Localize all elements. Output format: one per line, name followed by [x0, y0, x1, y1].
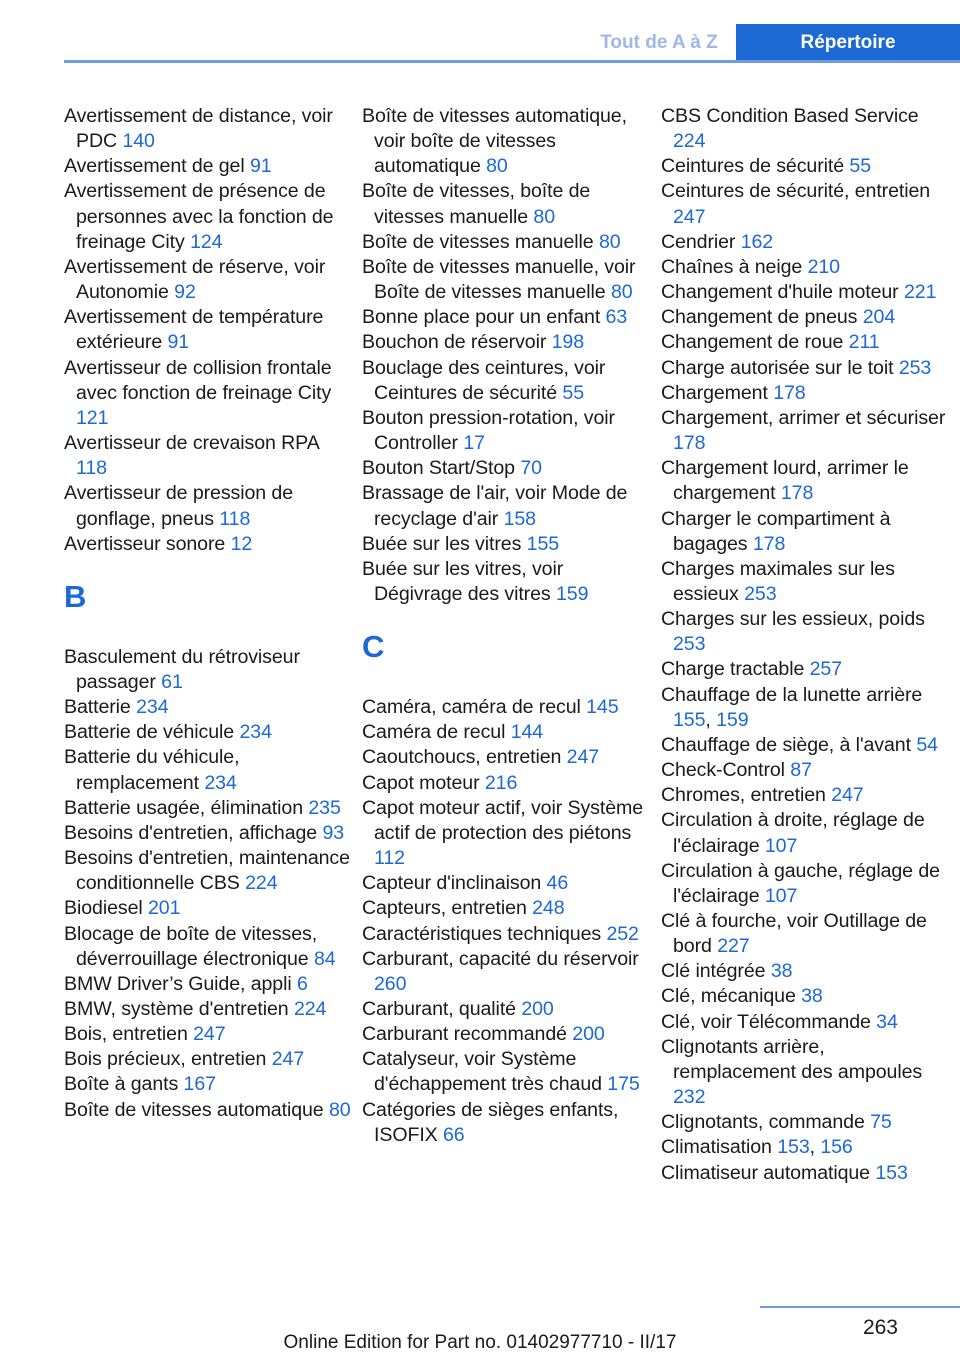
- page-reference-link[interactable]: 201: [147, 897, 181, 920]
- index-entry-term: Basculement du rétroviseur passager: [64, 645, 300, 693]
- page-reference-link[interactable]: 224: [293, 998, 327, 1020]
- page-reference-link[interactable]: 80: [610, 281, 633, 304]
- index-entry: [64, 1098, 354, 1123]
- page-reference-link[interactable]: 118: [76, 457, 107, 480]
- index-entry-term: Charge autorisée sur le toit: [661, 356, 894, 379]
- index-entry: [64, 255, 354, 305]
- index-entry-term: Charges sur les essieux, poids: [661, 608, 925, 631]
- page-reference-link[interactable]: 224: [673, 130, 706, 153]
- index-entry-term: Ceintures de sécurité, entretien: [661, 180, 931, 203]
- index-entry: [661, 1035, 951, 1110]
- page-reference-link[interactable]: 253: [744, 582, 777, 605]
- index-entry-term: Catégories de sièges enfants, ISOFIX: [362, 1098, 619, 1146]
- index-entry: [362, 796, 652, 871]
- index-entry: [64, 645, 354, 695]
- index-entry: [362, 1022, 652, 1047]
- index-entry-term: Buée sur les vitres, voir Dégivrage des vitres: [362, 557, 564, 605]
- index-entry: [362, 179, 652, 229]
- page-reference-link[interactable]: 12: [230, 532, 253, 555]
- index-entry-term: Bois, entretien: [64, 1023, 188, 1046]
- index-entry: [362, 104, 652, 179]
- page-reference-link[interactable]: 178: [752, 532, 786, 555]
- index-entry-term: Check-Control: [661, 759, 785, 782]
- page-reference-link[interactable]: 121: [76, 406, 109, 429]
- index-entry-term: Avertisseur de pression de gonflage, pneus: [64, 482, 294, 530]
- index-entry-term: Charges maximales sur les essieux: [661, 557, 895, 605]
- index-entry: [661, 859, 951, 909]
- index-entry: [661, 406, 951, 456]
- index-entry-term: Bois précieux, entretien: [64, 1048, 267, 1071]
- page-reference-link[interactable]: 70: [520, 457, 542, 480]
- index-entry-term: Batterie de véhicule: [64, 721, 235, 744]
- page-reference-link[interactable]: 91: [249, 155, 272, 178]
- index-entry-term: Carburant, qualité: [362, 998, 516, 1020]
- header-divider: [64, 60, 960, 63]
- index-entry-term: Climatisation: [661, 1136, 772, 1159]
- page-reference-link[interactable]: 54: [916, 733, 938, 756]
- page-reference-link[interactable]: 234: [136, 696, 169, 719]
- index-entry: [661, 1161, 951, 1186]
- page-reference-link[interactable]: 61: [161, 670, 183, 693]
- page-reference-link[interactable]: 216: [484, 771, 518, 794]
- index-entry: [64, 154, 354, 179]
- index-entry: [362, 356, 652, 406]
- index-entry-term: Chromes, entretien: [661, 784, 826, 807]
- page-reference-link[interactable]: 260: [374, 972, 407, 995]
- page-reference-link[interactable]: 175: [607, 1073, 640, 1096]
- index-entry-term: Clignotants arrière, remplacement des ampoules: [661, 1035, 923, 1083]
- index-entry-term: Carburant, capacité du réservoir: [362, 947, 639, 970]
- index-entry: [661, 959, 951, 984]
- page-reference-link[interactable]: 153: [875, 1161, 908, 1184]
- index-entry: [64, 305, 354, 355]
- page-reference-link[interactable]: 66: [443, 1123, 465, 1146]
- index-entry: [362, 481, 652, 531]
- page-reference-link[interactable]: 247: [566, 746, 600, 769]
- section-letter-c: C: [362, 629, 385, 665]
- index-entry: [64, 745, 354, 795]
- section-letter-b: B: [64, 578, 87, 614]
- index-entry-term: Charger le compartiment à bagages: [661, 507, 891, 555]
- index-entry: [64, 972, 354, 997]
- page-reference-link[interactable]: 159: [555, 582, 589, 605]
- index-entry-term: Batterie usagée, élimination: [64, 796, 304, 819]
- index-entry-term: Circulation à droite, réglage de l'éclairage: [661, 809, 925, 857]
- page-reference-link[interactable]: 253: [673, 633, 706, 656]
- page-reference-link[interactable]: 80: [486, 155, 508, 178]
- index-entry-term: Boîte de vitesses automatique: [64, 1098, 324, 1121]
- page-reference-link[interactable]: 159: [716, 708, 749, 731]
- index-entry-term: Avertissement de réserve, voir Autonomie: [64, 255, 326, 304]
- index-entry: [661, 179, 951, 229]
- page-reference-link[interactable]: 46: [546, 872, 569, 895]
- index-entry-term: Caméra, caméra de recul: [362, 696, 581, 719]
- page-reference-link[interactable]: 248: [532, 897, 565, 920]
- index-entry-term: Caméra de recul: [362, 721, 506, 744]
- index-entry-term: Chargement, arrimer et sécuriser: [661, 406, 946, 429]
- index-entry: [661, 984, 951, 1009]
- index-entry-term: Besoins d'entretien, affichage: [64, 821, 318, 844]
- page-reference-link[interactable]: 144: [510, 721, 544, 744]
- index-entry: [661, 1110, 951, 1135]
- index-entry-term: BMW Driver’s Guide, appli: [64, 972, 292, 995]
- index-entry: [362, 871, 652, 896]
- index-entry: [362, 330, 652, 355]
- index-entry: [661, 607, 951, 657]
- page-reference-link[interactable]: 162: [740, 230, 774, 253]
- index-entry: [64, 922, 354, 972]
- page-reference-link[interactable]: 247: [271, 1048, 305, 1071]
- page-reference-link[interactable]: 221: [903, 281, 937, 304]
- page-reference-link[interactable]: 38: [801, 985, 823, 1008]
- index-entry-term: Catalyseur, voir Système d'échappement très chaud: [362, 1048, 602, 1096]
- index-entry-term: Biodiesel: [64, 897, 143, 920]
- page-reference-link[interactable]: 204: [862, 306, 896, 329]
- index-entry: [362, 305, 652, 330]
- page-reference-link[interactable]: 87: [790, 759, 812, 782]
- index-entry: [661, 557, 951, 607]
- page-reference-link[interactable]: 153: [777, 1136, 810, 1159]
- index-entry-term: Cendrier: [661, 230, 736, 253]
- index-entry-term: Blocage de boîte de vitesses, déverrouillage électronique: [64, 922, 318, 970]
- page-reference-link[interactable]: 200: [521, 998, 554, 1020]
- index-entry-term: Boîte de vitesses manuelle, voir Boîte de vitesses manuelle: [362, 255, 636, 304]
- index-entry: [362, 532, 652, 557]
- index-entry: [661, 1010, 951, 1035]
- page-reference-link[interactable]: 155: [673, 708, 706, 731]
- index-entry-term: Bouclage des ceintures, voir Ceintures de sécurité: [362, 356, 606, 404]
- index-entry-term: Clé à fourche, voir Outillage de bord: [661, 910, 927, 958]
- page-number: 263: [862, 1316, 898, 1339]
- index-entry-term: Avertisseur de crevaison RPA: [64, 432, 319, 455]
- index-column-1: [64, 104, 354, 1123]
- page-header: [0, 0, 960, 62]
- index-entry: [661, 808, 951, 858]
- index-entry: [362, 255, 652, 305]
- index-entry: [661, 305, 951, 330]
- index-entry: [661, 255, 951, 280]
- page-reference-link[interactable]: 234: [204, 771, 237, 794]
- index-entry-term: Capteurs, entretien: [362, 897, 527, 920]
- index-entry: [64, 431, 354, 481]
- index-entry: [64, 695, 354, 720]
- page-reference-link[interactable]: 155: [526, 532, 560, 555]
- index-entry: [362, 695, 652, 720]
- index-entry-term: Bonne place pour un enfant: [362, 306, 601, 329]
- page-reference-link[interactable]: 92: [174, 281, 196, 304]
- index-entry-term: Batterie du véhicule, remplacement: [64, 746, 240, 794]
- index-entry-term: Capteur d'inclinaison: [362, 872, 542, 895]
- page-reference-link[interactable]: 6: [296, 972, 308, 995]
- index-entry-term: Clé, mécanique: [661, 985, 796, 1008]
- page-reference-link[interactable]: 55: [562, 381, 585, 404]
- index-entry: [64, 846, 354, 896]
- index-entry-term: Boîte à gants: [64, 1073, 179, 1096]
- page-reference-link[interactable]: 107: [764, 834, 798, 857]
- index-entry-term: Boîte de vitesses manuelle: [362, 230, 594, 253]
- index-entry-term: Chauffage de siège, à l'avant: [661, 733, 911, 756]
- index-entry: [64, 821, 354, 846]
- index-entry: [362, 406, 652, 456]
- page-reference-link[interactable]: 252: [606, 922, 639, 945]
- index-entry: [661, 230, 951, 255]
- page-reference-link[interactable]: 112: [374, 847, 405, 870]
- index-entry-term: Changement de roue: [661, 331, 844, 354]
- index-entry: [661, 154, 951, 179]
- index-entry: [362, 947, 652, 997]
- index-entry: [64, 796, 354, 821]
- index-entry: [362, 1047, 652, 1097]
- index-column-3: [661, 104, 951, 1186]
- index-entry: [661, 356, 951, 381]
- page-reference-link[interactable]: 75: [870, 1111, 892, 1134]
- index-entry: Chauffage de la lunette arrière 155, 159: [661, 683, 923, 731]
- index-entry: [362, 896, 652, 921]
- index-entry: [661, 657, 951, 682]
- page-reference-link[interactable]: 210: [807, 255, 840, 278]
- index-entry: [362, 771, 652, 796]
- index-entry: [64, 356, 354, 431]
- index-entry-term: Bouton Start/Stop: [362, 457, 515, 480]
- index-entry-term: Climatiseur automatique: [661, 1161, 870, 1184]
- index-entry-term: Caoutchoucs, entretien: [362, 746, 562, 769]
- index-entry: [64, 720, 354, 745]
- page-reference-link[interactable]: 91: [167, 331, 190, 354]
- page-reference-link[interactable]: 198: [551, 331, 585, 354]
- index-entry: [661, 381, 951, 406]
- page-reference-link[interactable]: 17: [463, 432, 485, 455]
- index-entry-term: Besoins d'entretien, maintenance conditionnelle CBS: [64, 847, 350, 895]
- page-reference-link[interactable]: 93: [322, 821, 345, 844]
- page-reference-link[interactable]: 200: [572, 1023, 605, 1046]
- index-entry-term: Avertissement de présence de personnes avec la fonction de freinage City: [64, 180, 334, 253]
- index-entry-term: Charge tractable: [661, 658, 805, 681]
- index-entry-term: Bouton pression-rotation, voir Controller: [362, 406, 615, 455]
- index-column-2: [362, 104, 652, 1148]
- page-reference-link[interactable]: 224: [245, 872, 278, 895]
- page-reference-link[interactable]: 140: [122, 130, 155, 153]
- footer-divider: [760, 1306, 960, 1308]
- index-entry: [661, 783, 951, 808]
- index-entry-term: Ceintures de sécurité: [661, 155, 845, 178]
- index-entry: [661, 733, 951, 758]
- index-entry-term: CBS Condition Based Service: [661, 105, 919, 127]
- page-reference-link[interactable]: 107: [764, 884, 798, 907]
- index-entry-term: Avertissement de température extérieure: [64, 306, 324, 354]
- page-reference-link[interactable]: 232: [673, 1086, 706, 1109]
- index-entry-term: Chargement lourd, arrimer le chargement: [661, 457, 909, 505]
- index-entry: [661, 507, 951, 557]
- index-entry: [362, 557, 652, 607]
- index-entry-term: Avertissement de gel: [64, 155, 245, 178]
- page-reference-link[interactable]: 55: [849, 155, 872, 178]
- page-reference-link[interactable]: 234: [239, 721, 272, 744]
- tab-tout-de-a-a-z[interactable]: Tout de A à Z: [600, 32, 718, 53]
- tab-repertoire[interactable]: Répertoire: [736, 24, 960, 62]
- index-entry-term: Carburant recommandé: [362, 1023, 567, 1046]
- index-entry-term: Clé, voir Télécommande: [661, 1010, 871, 1033]
- index-entry-term: Capot moteur actif, voir Système actif de protection des piétons: [362, 796, 644, 844]
- page-reference-link[interactable]: 156: [820, 1136, 853, 1159]
- index-entry: [64, 1022, 354, 1047]
- index-entry-term: Avertissement de distance, voir PDC: [64, 105, 333, 153]
- index-entry-term: Avertisseur de collision frontale avec fonction de freinage City: [64, 356, 332, 404]
- index-entry-term: Boîte de vitesses automatique, voir boîte de vitesses automatique: [362, 105, 627, 178]
- index-entry: [64, 532, 354, 557]
- page-reference-link[interactable]: 247: [193, 1023, 226, 1046]
- index-entry-term: Buée sur les vitres: [362, 532, 522, 555]
- index-entry: [362, 922, 652, 947]
- index-entry-term: BMW, système d'entretien: [64, 998, 289, 1020]
- index-entry: [661, 280, 951, 305]
- index-entry-term: Boîte de vitesses, boîte de vitesses manuelle: [362, 180, 591, 228]
- index-entry: [362, 456, 652, 481]
- index-entry: [362, 1098, 652, 1148]
- index-entry: [362, 745, 652, 770]
- index-entry: Climatisation 153, 156: [661, 1136, 853, 1159]
- index-entry: [661, 456, 951, 506]
- index-entry: [661, 330, 951, 355]
- page-reference-link[interactable]: 178: [780, 482, 814, 505]
- index-entry-term: Avertisseur sonore: [64, 532, 226, 555]
- page-reference-link[interactable]: 38: [770, 960, 793, 983]
- page-reference-link[interactable]: 34: [876, 1010, 898, 1033]
- index-entry: [661, 758, 951, 783]
- page-reference-link[interactable]: 124: [190, 230, 223, 253]
- index-entry: [64, 1072, 354, 1097]
- index-entry-term: Chaînes à neige: [661, 255, 803, 278]
- index-entry: [64, 179, 354, 254]
- page-reference-link[interactable]: 63: [605, 306, 628, 329]
- page-reference-link[interactable]: 84: [313, 947, 336, 970]
- page-reference-link[interactable]: 80: [533, 205, 556, 228]
- index-entry-term: Batterie: [64, 696, 131, 719]
- page-reference-link[interactable]: 80: [598, 230, 621, 253]
- index-entry-term: Circulation à gauche, réglage de l'éclairage: [661, 859, 940, 907]
- page-reference-link[interactable]: 178: [673, 432, 706, 455]
- page-reference-link[interactable]: 211: [848, 331, 880, 354]
- page-reference-link[interactable]: 253: [898, 356, 932, 379]
- page-reference-link[interactable]: 145: [586, 696, 619, 719]
- page-reference-link[interactable]: 178: [773, 381, 806, 404]
- index-entry: [661, 104, 951, 154]
- index-entry: [362, 230, 652, 255]
- index-entry-term: Chargement: [661, 381, 768, 404]
- page-reference-link[interactable]: 235: [308, 796, 341, 819]
- page-reference-link[interactable]: 118: [219, 507, 251, 530]
- index-entry-term: Changement d'huile moteur: [661, 281, 899, 304]
- index-entry-term: Clignotants, commande: [661, 1111, 865, 1134]
- index-entry-term: Changement de pneus: [661, 306, 858, 329]
- index-entry-term: Capot moteur: [362, 771, 480, 794]
- index-entry: [64, 1047, 354, 1072]
- page-reference-link[interactable]: 247: [831, 784, 864, 807]
- index-entry: [362, 997, 652, 1022]
- index-entry: [64, 997, 354, 1022]
- page-reference-link[interactable]: 158: [503, 507, 536, 530]
- page-reference-link[interactable]: 257: [809, 658, 843, 681]
- index-entry-term: Clé intégrée: [661, 960, 766, 983]
- index-entry-term: Chauffage de la lunette arrière: [661, 683, 923, 706]
- index-entry-term: Brassage de l'air, voir Mode de recyclage d'air: [362, 482, 628, 530]
- index-entry: [64, 104, 354, 154]
- index-entry-term: Caractéristiques techniques: [362, 922, 602, 945]
- edition-footer: Online Edition for Part no. 01402977710 - II/17: [283, 1332, 677, 1353]
- page-reference-link[interactable]: 227: [717, 935, 750, 958]
- index-entry: [64, 481, 354, 531]
- index-entry: [661, 909, 951, 959]
- index-entry: [362, 720, 652, 745]
- page-reference-link[interactable]: 167: [183, 1073, 216, 1096]
- page-reference-link[interactable]: 80: [328, 1098, 351, 1121]
- index-entry: [64, 896, 354, 921]
- index-entry-term: Bouchon de réservoir: [362, 331, 547, 354]
- page-reference-link[interactable]: 247: [673, 205, 706, 228]
